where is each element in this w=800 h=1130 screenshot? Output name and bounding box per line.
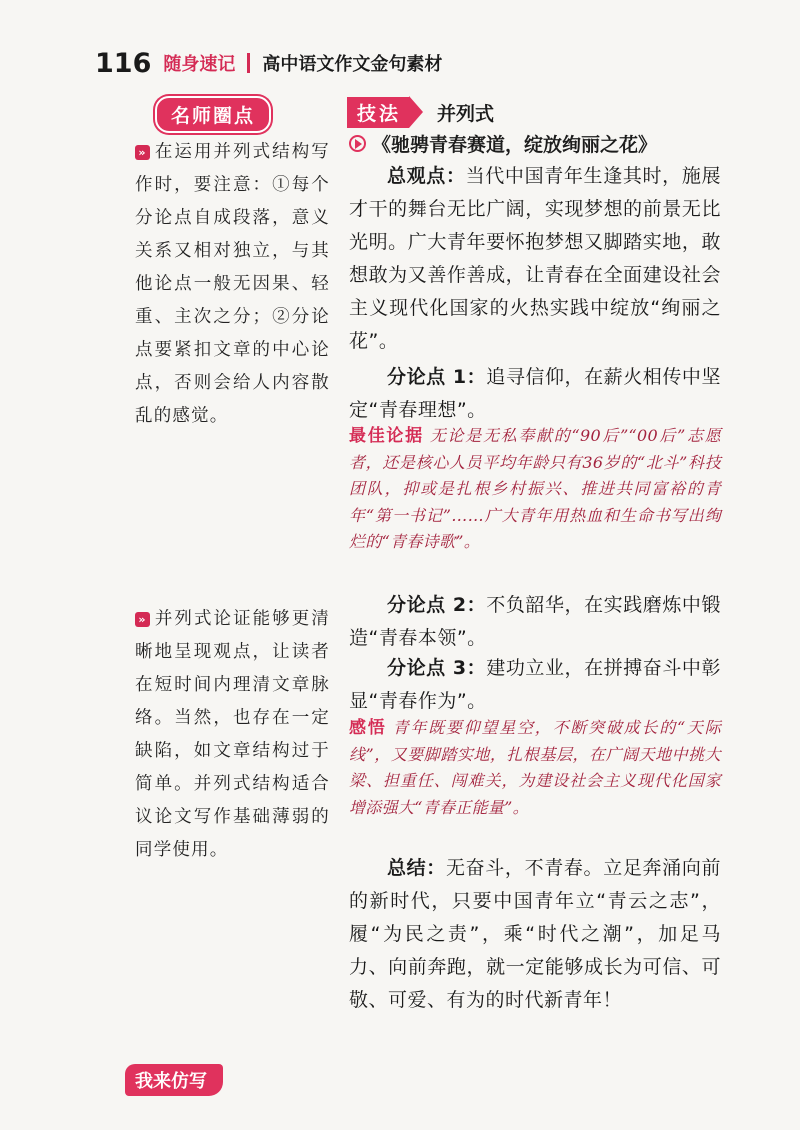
point-3-label: 分论点 3： (387, 657, 487, 679)
point-2-label: 分论点 2： (387, 594, 487, 616)
teacher-notes-badge: 名师圈点 (155, 96, 271, 133)
insight-note (349, 715, 721, 821)
technique-arrow (409, 96, 423, 128)
point-1-text: 追寻信仰，在薪火相传中坚定“青春理想”。 (349, 366, 721, 421)
technique-heading (347, 96, 494, 128)
evidence-note (349, 423, 721, 556)
play-circle-icon (349, 135, 366, 152)
sidebar-tip-1 (135, 136, 330, 433)
point-2-text: 不负韶华，在实践磨炼中锻造“青春本领”。 (349, 594, 721, 649)
point-2-paragraph (349, 589, 721, 655)
point-3-paragraph (349, 652, 721, 718)
conclusion-label: 总结： (387, 857, 446, 879)
technique-badge: 技法 (347, 97, 409, 128)
double-chevron-icon: » (135, 145, 150, 160)
series-name: 随身速记 (163, 54, 236, 75)
conclusion-paragraph (349, 852, 721, 1017)
header-divider (247, 53, 250, 73)
evidence-label: 最佳论据 (349, 426, 424, 446)
insight-text: 青年既要仰望星空，不断突破成长的“天际线”，又要脚踏实地，扎根基层，在广阔天地中挑大梁、担重任、闯难关，为建设社会主义现代化国家增添强大“青春正能量”。 (349, 718, 721, 817)
essay-title-text: 《驰骋青春赛道，绽放绚丽之花》 (372, 134, 658, 156)
tip-1-text: 在运用并列式结构写作时，要注意：①每个分论点自成段落，意义关系又相对独立，与其他论点一般无因果、轻重、主次之分；②分论点要紧扣文章的中心论点，否则会给人内容散乱的感觉。 (135, 142, 330, 426)
evidence-text: 无论是无私奉献的“90后”“00后”志愿者，还是核心人员平均年龄只有36岁的“北斗”科技团队，抑或是扎根乡村振兴、推进共同富裕的青年“第一书记”……广大青年用热血和生命书写出绚烂的“青春诗歌”。 (349, 426, 721, 551)
point-3-text: 建功立业，在拼搏奋斗中彰显“青春作为”。 (349, 657, 721, 712)
page-number: 116 (95, 47, 152, 79)
insight-label: 感悟 (349, 718, 387, 738)
page-header (95, 45, 442, 81)
book-title: 高中语文作文金句素材 (262, 54, 443, 75)
tip-2-text: 并列式论证能够更清晰地呈现观点，让读者在短时间内理清文章脉络。当然，也存在一定缺陷，如文章结构过于简单。并列式结构适合议论文写作基础薄弱的同学使用。 (135, 609, 330, 860)
overview-label: 总观点： (387, 165, 466, 187)
imitation-badge: 我来仿写 (125, 1064, 223, 1096)
overview-text: 当代中国青年生逢其时，施展才干的舞台无比广阔，实现梦想的前景无比光明。广大青年要怀抱梦想又脚踏实地，敢想敢为又善作善成，让青春在全面建设社会主义现代化国家的火热实践中绽放“绚丽之花”。 (349, 165, 721, 352)
essay-title (349, 130, 657, 157)
point-1-paragraph (349, 361, 721, 427)
double-chevron-icon: » (135, 612, 150, 627)
overview-paragraph (349, 160, 721, 358)
technique-title: 并列式 (437, 102, 495, 125)
sidebar-tip-2 (135, 603, 330, 867)
conclusion-text: 无奋斗，不青春。立足奔涌向前的新时代，只要中国青年立“青云之志”，履“为民之责”，乘“时代之潮”，加足马力、向前奔跑，就一定能够成长为可信、可敬、可爱、有为的时代新青年！ (349, 857, 721, 1011)
point-1-label: 分论点 1： (387, 366, 487, 388)
